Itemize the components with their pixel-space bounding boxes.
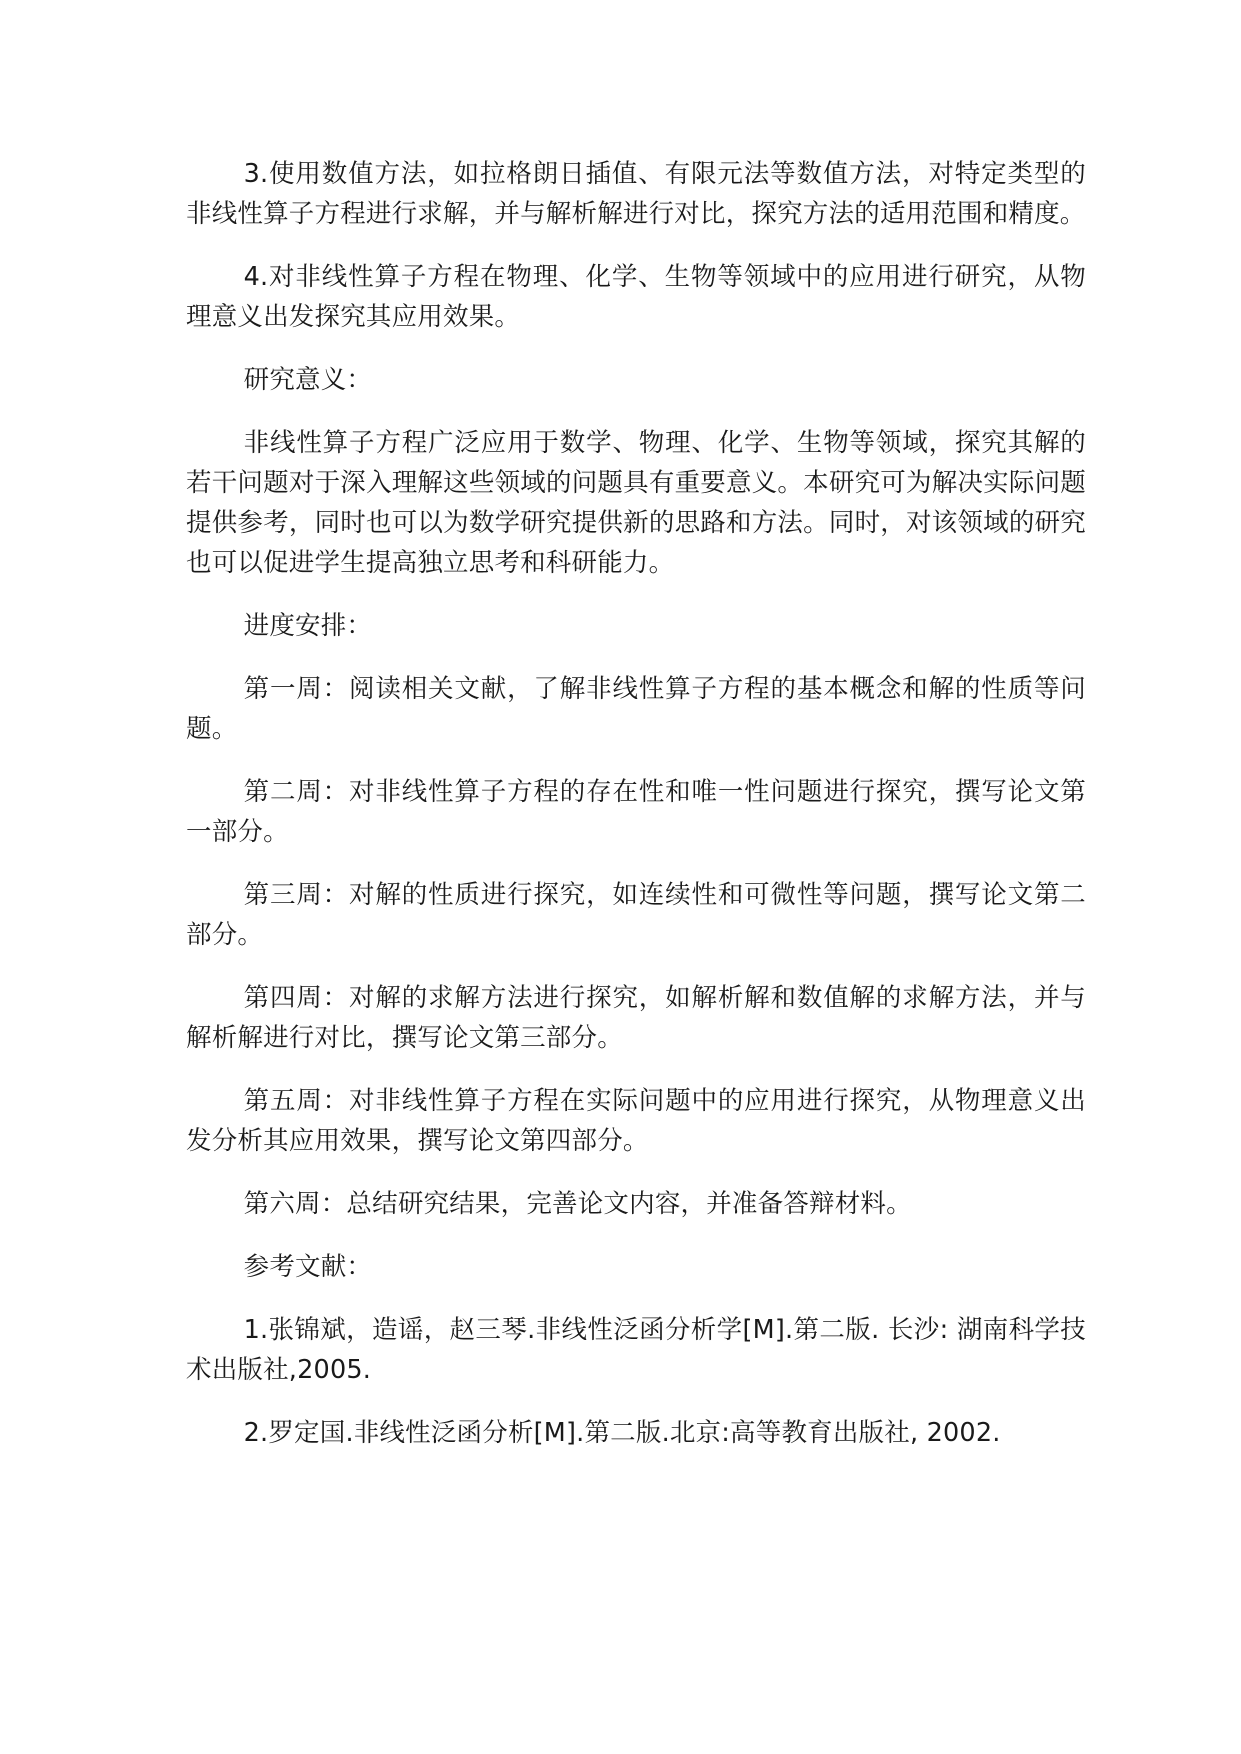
schedule-week-5: 第五周：对非线性算子方程在实际问题中的应用进行探究，从物理意义出发分析其应用效果，撰写论文第四部分。 xyxy=(186,1086,1086,1156)
schedule-week-6: 第六周：总结研究结果，完善论文内容，并准备答辩材料。 xyxy=(243,1189,912,1219)
reference-2: 2.罗定国.非线性泛函分析[M].第二版.北京:高等教育出版社, 2002. xyxy=(243,1418,1001,1448)
document-page xyxy=(186,154,1086,1476)
reference-1: 1.张锦斌，造谣，赵三琴.非线性泛函分析学[M].第二版. 长沙: 湖南科学技术出版社,2005. xyxy=(186,1315,1086,1385)
schedule-week-4: 第四周：对解的求解方法进行探究，如解析解和数值解的求解方法，并与解析解进行对比，撰写论文第三部分。 xyxy=(186,983,1086,1053)
paragraph-method-numerical: 3.使用数值方法，如拉格朗日插值、有限元法等数值方法，对特定类型的非线性算子方程进行求解，并与解析解进行对比，探究方法的适用范围和精度。 xyxy=(186,159,1086,229)
paragraph-method-application: 4.对非线性算子方程在物理、化学、生物等领域中的应用进行研究，从物理意义出发探究其应用效果。 xyxy=(186,262,1086,332)
paragraph-research-significance: 非线性算子方程广泛应用于数学、物理、化学、生物等领域，探究其解的若干问题对于深入理解这些领域的问题具有重要意义。本研究可为解决实际问题提供参考，同时也可以为数学研究提供新的思路和方法。同时，对该领域的研究也可以促进学生提高独立思考和科研能力。 xyxy=(186,428,1086,578)
heading-schedule: 进度安排： xyxy=(243,611,373,641)
heading-research-significance: 研究意义： xyxy=(243,365,373,395)
schedule-week-3: 第三周：对解的性质进行探究，如连续性和可微性等问题，撰写论文第二部分。 xyxy=(186,880,1086,950)
schedule-week-2: 第二周：对非线性算子方程的存在性和唯一性问题进行探究，撰写论文第一部分。 xyxy=(186,777,1086,847)
schedule-week-1: 第一周：阅读相关文献，了解非线性算子方程的基本概念和解的性质等问题。 xyxy=(186,674,1086,744)
heading-references: 参考文献： xyxy=(243,1252,373,1282)
